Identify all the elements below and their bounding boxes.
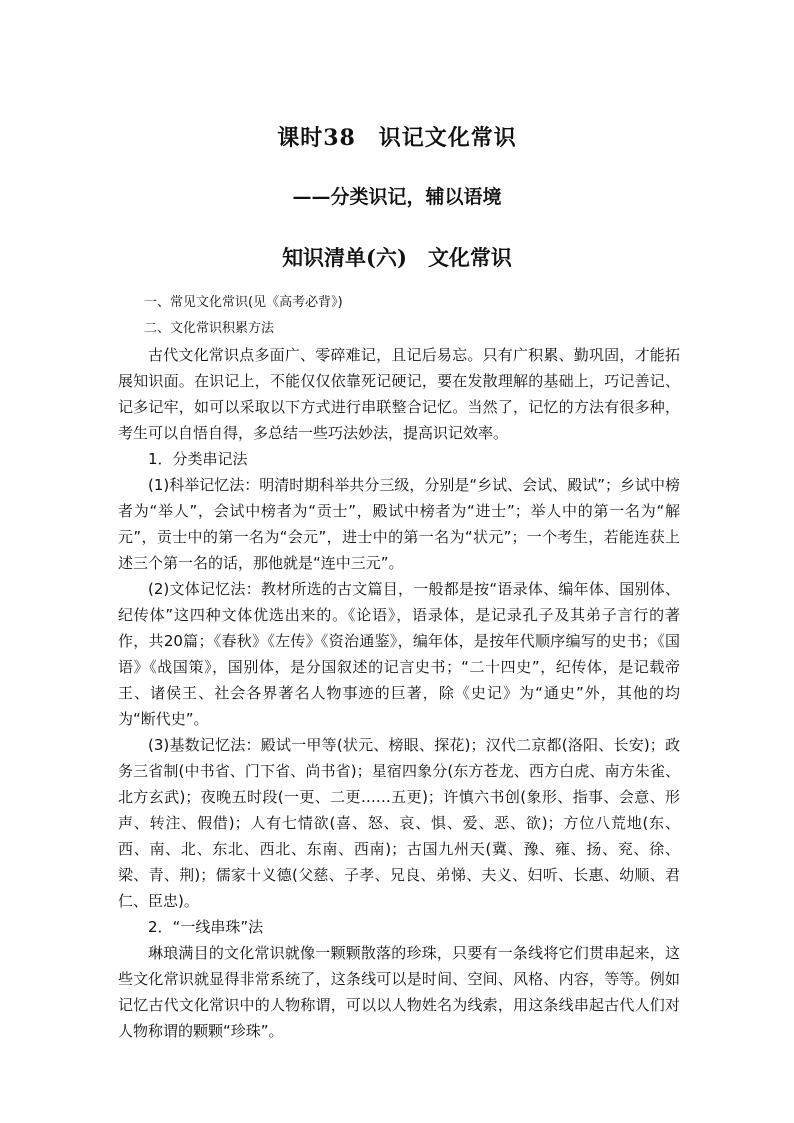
paragraph-genre-method: (2)文体记忆法：教材所选的古文篇目，一般都是按“语录体、编年体、国别体、纪传体”这四种文体优选出来的。《论语》，语录体，是记录孔子及其弟子言行的著作，共20篇；《春秋》《左传》《资治通鉴》，编年体，是按年代顺序编写的史书；《国语》《战国策》，国别体，是分国叙述的记言史书；“二十四史”，纪传体，是记载帝王、诸侯王、社会各界著名人物事迹的巨著，除《史记》为“通史”外，其他的均为“断代史”。: [118, 580, 680, 728]
heading-accumulation-methods: 二、文化常识积累方法: [144, 321, 275, 336]
subheading-category-method: 1．分类串记法: [148, 450, 248, 468]
subheading-thread-method: 2．“一线串珠”法: [148, 918, 264, 936]
document-body: [118, 290, 680, 1044]
section-title: 知识清单(六) 文化常识: [282, 245, 512, 270]
intro-paragraph: 古代文化常识点多面广、零碎难记，且记后易忘。只有广积累、勤巩固，才能拓展知识面。在识记上，不能仅仅依靠死记硬记，要在发散理解的基础上，巧记善记、记多记牢，如可以采取以下方式进行串联整合记忆。当然了，记忆的方法有很多种，考生可以自悟自得，多总结一些巧法妙法，提高识记效率。: [118, 346, 680, 442]
paragraph-keju-method: (1)科举记忆法：明清时期科举共分三级，分别是“乡试、会试、殿试”；乡试中榜者为“举人”，会试中榜者为“贡士”，殿试中榜者为“进士”；举人中的第一名为“解元”，贡士中的第一名为“会元”，进士中的第一名为“状元”；一个考生，若能连获上述三个第一名的话，那他就是“连中三元”。: [118, 476, 680, 572]
heading-common-knowledge: 一、常见文化常识(见《高考必背》): [144, 295, 343, 310]
lesson-title: 课时38 识记文化常识: [277, 125, 517, 151]
paragraph-thread-method: 琳琅满目的文化常识就像一颗颗散落的珍珠，只要有一条线将它们贯串起来，这些文化常识就显得非常系统了，这条线可以是时间、空间、风格、内容，等等。例如记忆古代文化常识中的人物称谓，可以以人物姓名为线索，用这条线串起古代人们对人物称谓的颗颗“珍珠”。: [118, 944, 680, 1040]
paragraph-number-method: (3)基数记忆法：殿试一甲等(状元、榜眼、探花)；汉代二京都(洛阳、长安)；政务三省制(中书省、门下省、尚书省)；星宿四象分(东方苍龙、西方白虎、南方朱雀、北方玄武)；夜晚五时段(一更、二更……五更)；许慎六书创(象形、指事、会意、形声、转注、假借)；人有七情欲(喜、怒、哀、惧、爱、恶、欲)；方位八荒地(东、西、南、北、东北、西北、东南、西南)；古国九州天(冀、豫、雍、扬、兖、徐、梁、青、荆)；儒家十义德(父慈、子孝、兄良、弟悌、夫义、妇听、长惠、幼顺、君仁、臣忠)。: [118, 736, 680, 910]
lesson-subtitle: ——分类识记，辅以语境: [292, 186, 502, 208]
